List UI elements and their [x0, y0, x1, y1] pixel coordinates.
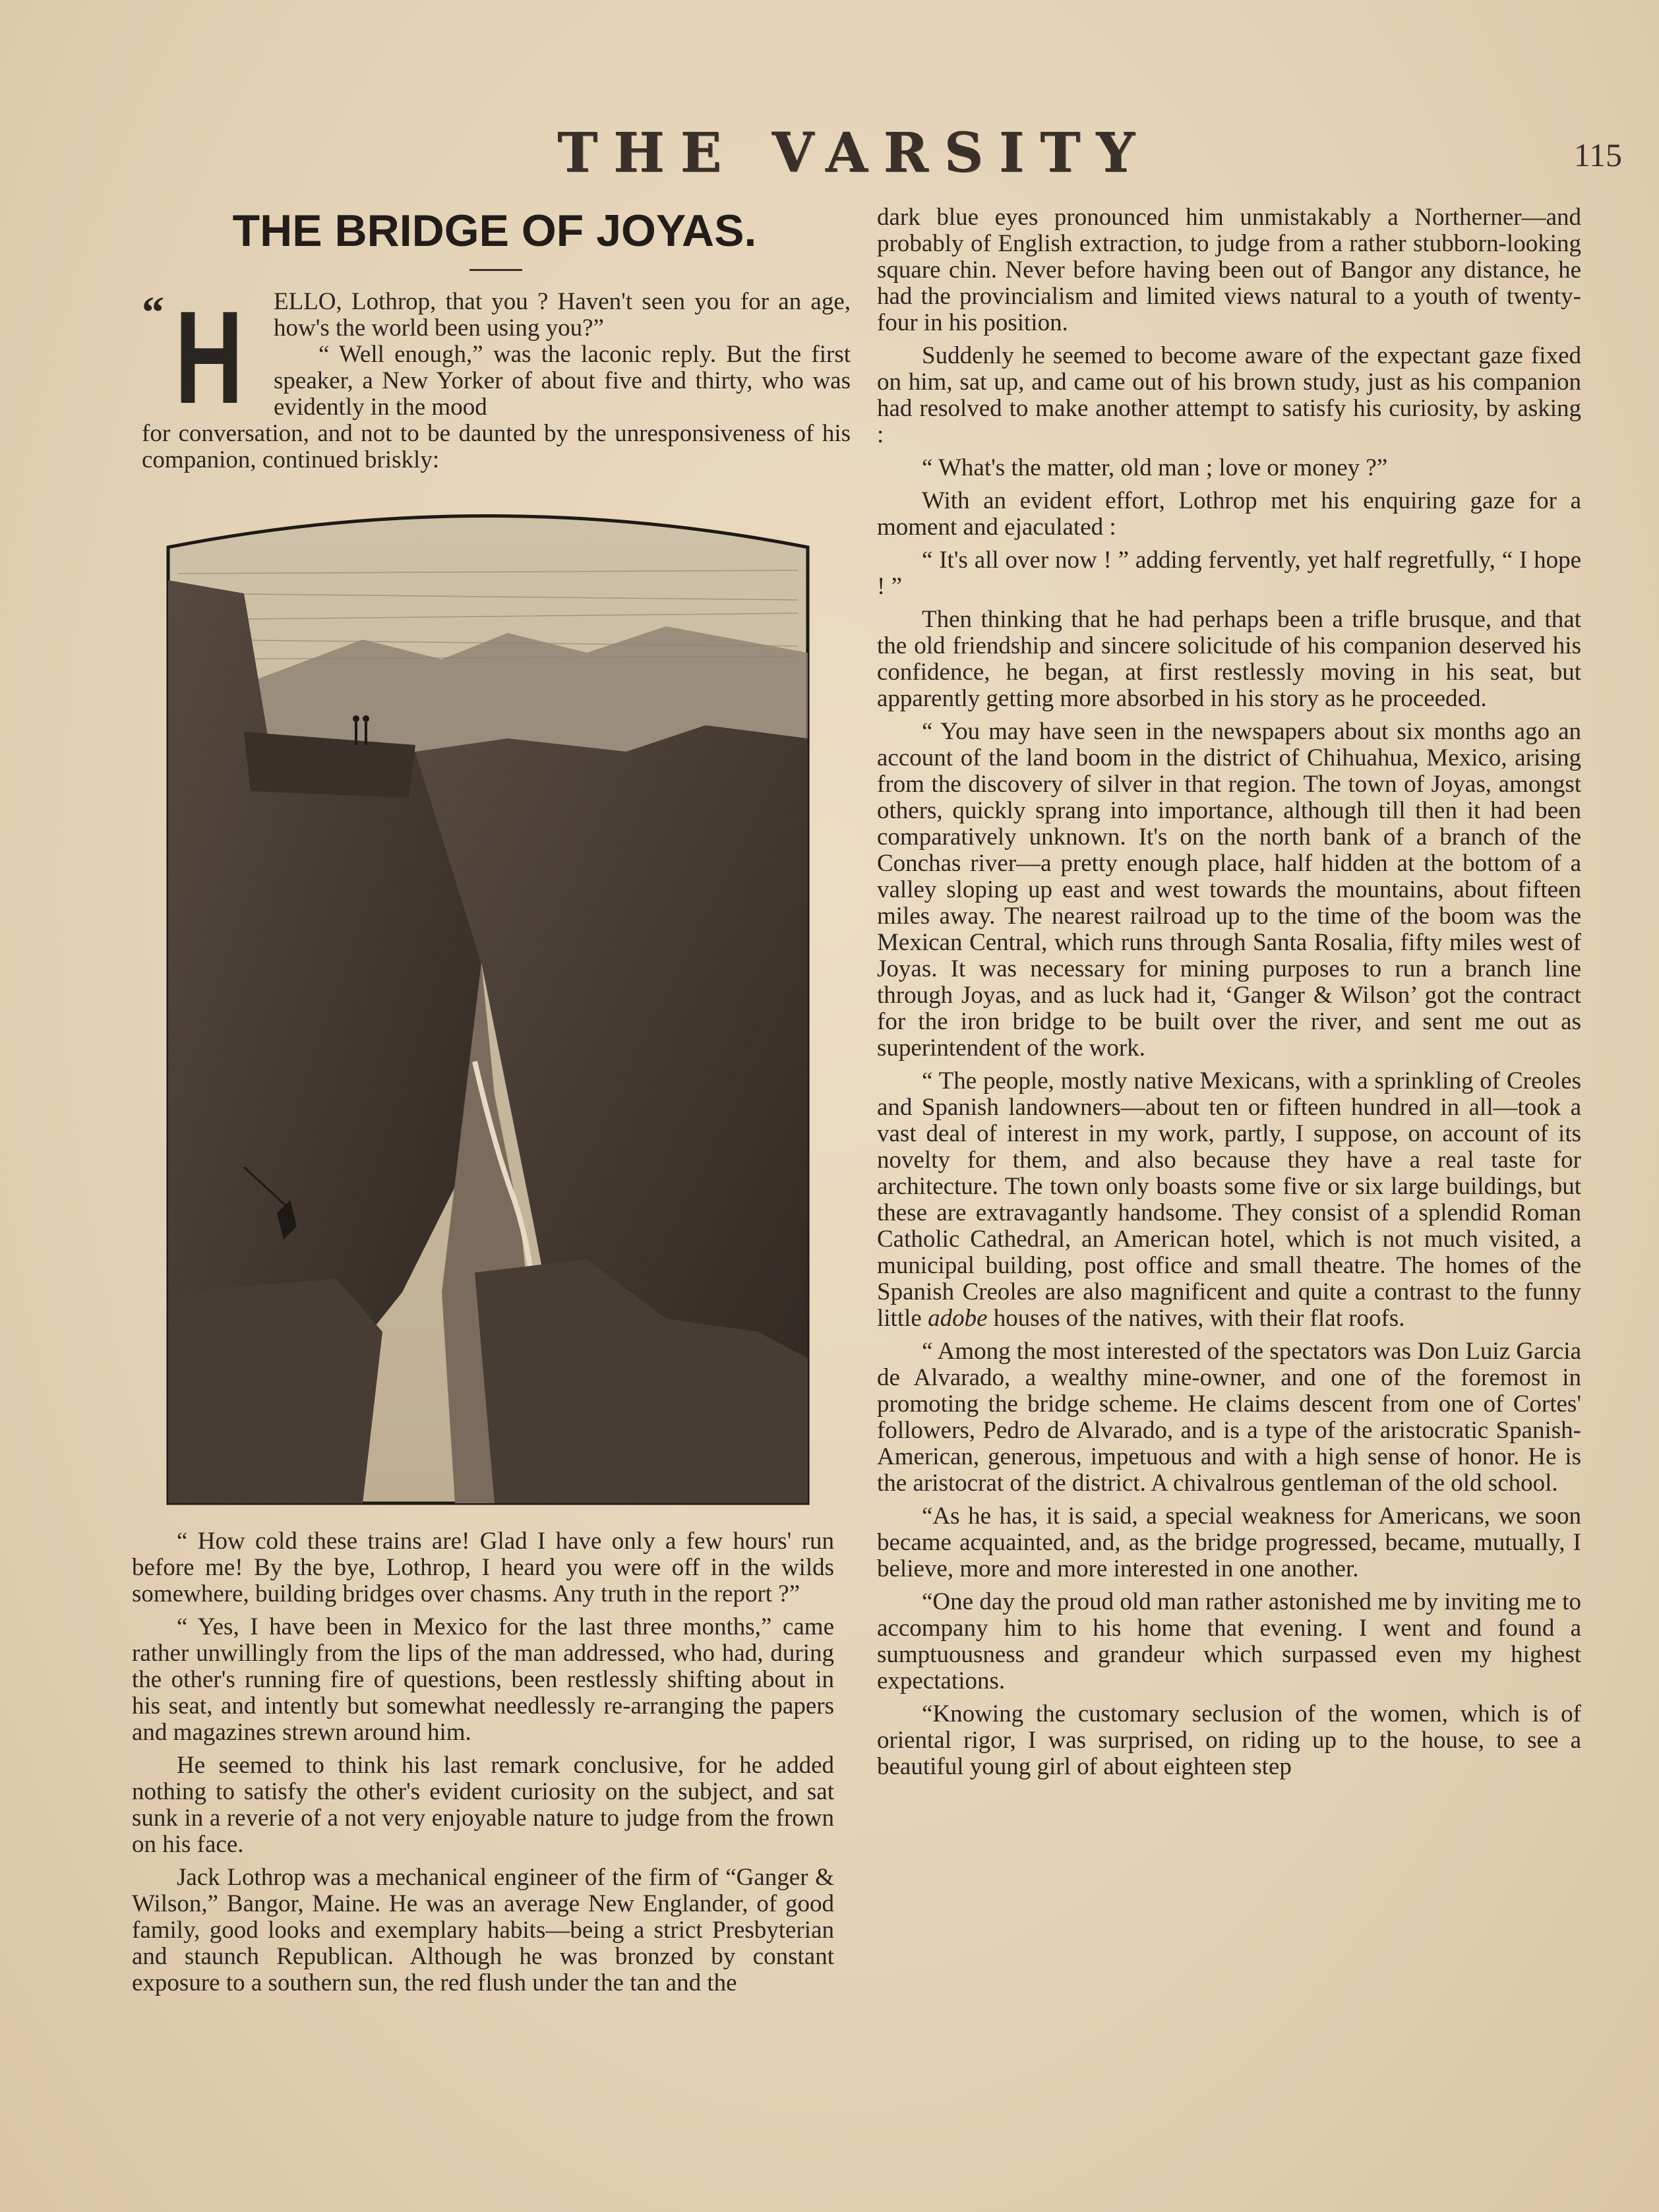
right-column-text: [877, 204, 1581, 1780]
canyon-illustration: [165, 501, 811, 1507]
article-intro: [142, 284, 851, 473]
right-paragraph-text: “ The people, mostly native Mexicans, with a sprinkling of Creoles and Spanish landowners—about ten or fifteen hundred in all—took a vast deal of interest in my work, partly, I suppose, on account of its novelty for them, and also because they have a real taste for architecture. The town only boasts some five or six large buildings, but these are extravagantly handsome. They consist of a splendid Roman Catholic Cathedral, an American hotel, which is not much visited, a municipal building, post office and small theatre. The homes of the Spanish Creoles are also magnificent and quite a contrast to the funny little: [877, 1067, 1581, 1332]
right-paragraph: [877, 1068, 1581, 1332]
page-number: 115: [1573, 136, 1622, 173]
right-paragraph: “As he has, it is said, a special weakness for Americans, we soon became acquainted, and, as the bridge progressed, became, mutually, I believe, more and more interested in one another.: [877, 1503, 1581, 1582]
dropcap-quote: “: [142, 287, 164, 337]
adobe-word: adobe: [928, 1305, 988, 1332]
right-paragraph: “ It's all over now ! ” adding fervently, yet half regretfully, “ I hope ! ”: [877, 547, 1581, 600]
dropcap-letter: H: [175, 284, 243, 431]
right-paragraph: “ You may have seen in the newspapers about six months ago an account of the land boom in the district of Chihuahua, Mexico, arising from the discovery of silver in that region. The town of Joyas, amongst others, quickly sprang into importance, although till then it had been comparatively unknown. It's on the north bank of a branch of the Conchas river—a pretty enough place, half hidden at the bottom of a valley sloping up east and west towards the mountains, about fifteen miles away. The nearest railroad up to the time of the boom was the Mexican Central, which runs through Santa Rosalia, fifty miles west of Joyas. It was necessary for mining purposes to run a branch line through Joyas, and as luck had it, ‘Ganger & Wilson’ got the contract for the iron bridge to be built over the river, and sent me out as superintendent of the work.: [877, 718, 1581, 1061]
right-paragraph: “ What's the matter, old man ; love or money ?”: [922, 454, 1388, 481]
article-title: THE BRIDGE OF JOYAS.: [232, 206, 757, 256]
left-paragraph: Jack Lothrop was a mechanical engineer of the firm of “Ganger & Wilson,” Bangor, Maine. He was an average New Englander, of good family, good looks and exemplary habits—being a strict Presbyterian and staunch Republican. Although he was bronzed by constant exposure to a southern sun, the red flush under the tan and the: [132, 1864, 834, 1996]
intro-line-2: “ Well enough,” was the laconic reply. But the first speaker, a New Yorker of about five and thirty, who was evidently in the mood: [274, 341, 851, 421]
intro-tail: for conversation, and not to be daunted by the unresponsiveness of his companion, continued briskly:: [142, 420, 851, 473]
right-paragraph: With an evident effort, Lothrop met his enquiring gaze for a moment and ejaculated :: [877, 487, 1581, 541]
right-paragraph-tail: houses of the natives, with their flat roofs.: [987, 1305, 1405, 1332]
left-paragraph: “ Yes, I have been in Mexico for the last three months,” came rather unwillingly from the lips of the man addressed, who had, during the other's running fire of questions, been restlessly shifting about in his seat, and intently but somewhat needlessly re-arranging the papers and magazines strewn around him.: [132, 1613, 834, 1746]
left-paragraph: “ How cold these trains are! Glad I have only a few hours' run before me! By the bye, Lothrop, I heard you were off in the wilds somewhere, building bridges over chasms. Any truth in the report ?”: [132, 1528, 834, 1607]
right-paragraph: Suddenly he seemed to become aware of the expectant gaze fixed on him, sat up, and came out of his brown study, just as his companion had resolved to make another attempt to satisfy his curiosity, by asking :: [877, 342, 1581, 448]
left-paragraph: He seemed to think his last remark conclusive, for he added nothing to satisfy the other's evident curiosity on the subject, and sat sunk in a reverie of a not very enjoyable nature to judge from the frown on his face.: [132, 1752, 834, 1858]
intro-line-1: ELLO, Lothrop, that you ? Haven't seen you for an age, how's the world been using you?”: [274, 288, 851, 342]
masthead-title: THE VARSITY: [557, 121, 1151, 185]
right-paragraph: “ Among the most interested of the spectators was Don Luiz Garcia de Alvarado, a wealthy mine-owner, and one of the foremost in promoting the bridge scheme. He claims descent from one of Cortes' followers, Pedro de Alvarado, and is a type of the aristocratic Spanish-American, generous, impetuous and with a high sense of honor. He is the aristocrat of the district. A chivalrous gentleman of the old school.: [877, 1338, 1581, 1497]
right-paragraph: Then thinking that he had perhaps been a trifle brusque, and that the old friendship and sincere solicitude of his companion deserved his confidence, he began, at first restlessly moving in his seat, but apparently getting more absorbed in his story as he proceeded.: [877, 606, 1581, 712]
left-column-text: [132, 1528, 834, 1996]
title-rule: [469, 269, 522, 271]
right-lead-paragraph: dark blue eyes pronounced him unmistakably a Northerner—and probably of English extraction, to judge from a rather stubborn-looking square chin. Never before having been out of Bangor any distance, he had the provincialism and limited views natural to a youth of twenty-four in his position.: [877, 204, 1581, 336]
right-paragraph: “One day the proud old man rather astonished me by inviting me to accompany him to his home that evening. I went and found a sumptuousness and grandeur which surpassed even my highest expectations.: [877, 1588, 1581, 1694]
right-paragraph: “Knowing the customary seclusion of the women, which is of oriental rigor, I was surprised, on riding up to the house, to see a beautiful young girl of about eighteen step: [877, 1700, 1581, 1780]
